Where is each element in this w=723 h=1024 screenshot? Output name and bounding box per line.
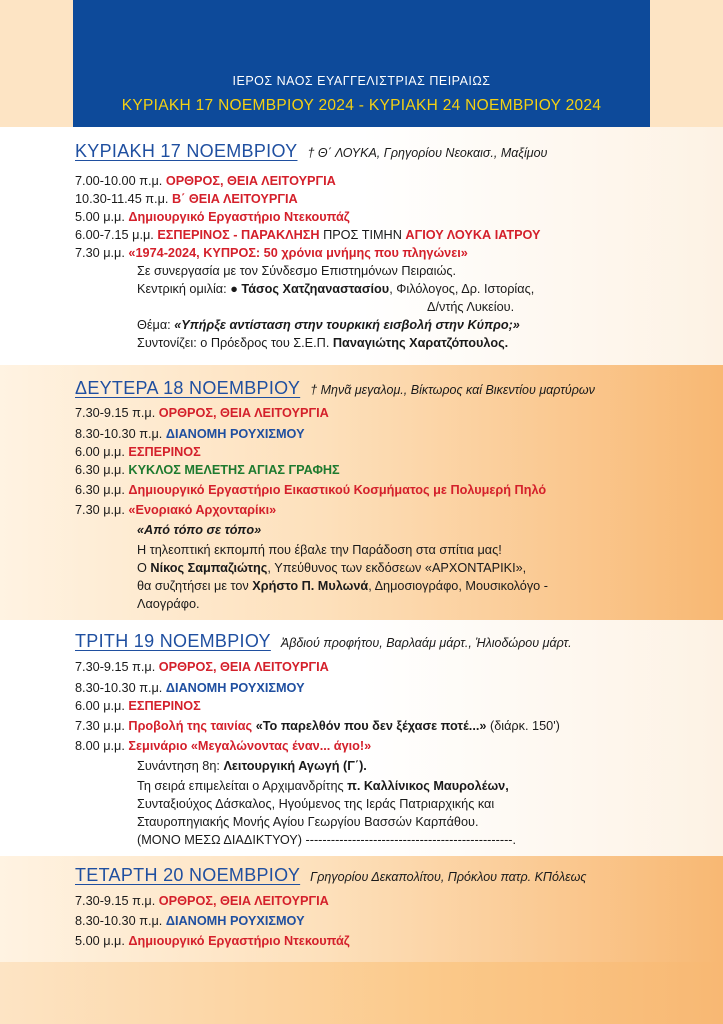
event-note: Τη σειρά επιμελείται ο Αρχιμανδρίτης π. Καλλίνικος Μαυρολέων, bbox=[137, 779, 509, 793]
schedule-row: 8.30-10.30 π.μ. ΔΙΑΝΟΜΗ ΡΟΥΧΙΣΜΟΥ bbox=[75, 681, 305, 695]
day-saints: † Μηνᾶ μεγαλομ., Βίκτωρος καί Βικεντίου μαρτύρων bbox=[310, 383, 595, 397]
day-saints: Ἀβδιού προφήτου, Βαρλαάμ μάρτ., Ἡλιοδώρου μάρτ. bbox=[280, 636, 572, 650]
event-note: Λαογράφο. bbox=[137, 597, 200, 611]
day-title: ΔΕΥΤΕΡΑ 18 ΝΟΕΜΒΡΙΟΥ bbox=[75, 378, 301, 398]
event-note: θα συζητήσει με τον Χρήστο Π. Μυλωνά, Δημοσιογράφο, Μουσικολόγο - bbox=[137, 579, 548, 593]
day-section-monday bbox=[0, 365, 723, 620]
event-note: Συντονίζει: ο Πρόεδρος του Σ.Ε.Π. Παναγιώτης Χαρατζόπουλος. bbox=[137, 336, 509, 350]
schedule-row: 8.00 μ.μ. Σεμινάριο «Μεγαλώνοντας έναν... άγιο!» bbox=[75, 739, 372, 753]
day-saints: † Θ΄ ΛΟΥΚΑ, Γρηγορίου Νεοκαισ., Μαξίμου bbox=[307, 146, 548, 160]
schedule-row: 6.00-7.15 μ.μ. ΕΣΠΕΡΙΝΟΣ - ΠΑΡΑΚΛΗΣΗ ΠΡΟΣ ΤΙΜΗΝ ΑΓΙΟΥ ΛΟΥΚΑ ΙΑΤΡΟΥ bbox=[75, 228, 541, 242]
day-section-tuesday bbox=[0, 620, 723, 856]
schedule-row: 7.30-9.15 π.μ. ΟΡΘΡΟΣ, ΘΕΙΑ ΛΕΙΤΟΥΡΓΙΑ bbox=[75, 894, 329, 908]
event-note: Κεντρική ομιλία: ● Τάσος Χατζηαναστασίου, Φιλόλογος, Δρ. Ιστορίας, bbox=[137, 282, 535, 296]
day-title: ΤΡΙΤΗ 19 ΝΟΕΜΒΡΙΟΥ bbox=[75, 631, 271, 651]
event-note: (ΜΟΝΟ ΜΕΣΩ ΔΙΑΔΙΚΤΥΟΥ) -------------------------------------------------. bbox=[137, 833, 517, 847]
day-header bbox=[75, 141, 547, 162]
schedule-row: 8.30-10.30 π.μ. ΔΙΑΝΟΜΗ ΡΟΥΧΙΣΜΟΥ bbox=[75, 914, 305, 928]
schedule-row: 5.00 μ.μ. Δημιουργικό Εργαστήριο Ντεκουπάζ bbox=[75, 210, 350, 224]
schedule-row: 6.30 μ.μ. ΚΥΚΛΟΣ ΜΕΛΕΤΗΣ ΑΓΙΑΣ ΓΡΑΦΗΣ bbox=[75, 463, 340, 477]
schedule-row: 10.30-11.45 π.μ. Β΄ ΘΕΙΑ ΛΕΙΤΟΥΡΓΙΑ bbox=[75, 192, 298, 206]
day-header bbox=[75, 865, 586, 886]
event-note: Σταυροπηγιακής Μονής Αγίου Γεωργίου Βασσών Καρπάθου. bbox=[137, 815, 479, 829]
schedule-row: 7.30-9.15 π.μ. ΟΡΘΡΟΣ, ΘΕΙΑ ΛΕΙΤΟΥΡΓΙΑ bbox=[75, 660, 329, 674]
event-note: Θέμα: «Υπήρξε αντίσταση στην τουρκική εισβολή στην Κύπρο;» bbox=[137, 318, 520, 332]
schedule-row: 7.00-10.00 π.μ. ΟΡΘΡΟΣ, ΘΕΙΑ ΛΕΙΤΟΥΡΓΙΑ bbox=[75, 174, 336, 188]
schedule-row: 7.30 μ.μ. «1974-2024, ΚΥΠΡΟΣ: 50 χρόνια μνήμης που πληγώνει» bbox=[75, 246, 468, 260]
event-note: Συνάντηση 8η: Λειτουργική Αγωγή (Γ΄). bbox=[137, 759, 367, 773]
day-saints: Γρηγορίου Δεκαπολίτου, Πρόκλου πατρ. ΚΠόλεως bbox=[310, 870, 587, 884]
schedule-row: 5.00 μ.μ. Δημιουργικό Εργαστήριο Ντεκουπάζ bbox=[75, 934, 350, 948]
event-note: Σε συνεργασία με τον Σύνδεσμο Επιστημόνων Πειραιώς. bbox=[137, 264, 456, 278]
schedule-row: 7.30-9.15 π.μ. ΟΡΘΡΟΣ, ΘΕΙΑ ΛΕΙΤΟΥΡΓΙΑ bbox=[75, 406, 329, 420]
day-header bbox=[75, 378, 595, 399]
schedule-row: 8.30-10.30 π.μ. ΔΙΑΝΟΜΗ ΡΟΥΧΙΣΜΟΥ bbox=[75, 427, 305, 441]
day-section-wednesday bbox=[0, 856, 723, 962]
header-banner bbox=[73, 0, 650, 127]
event-note: Δ/ντής Λυκείου. bbox=[427, 300, 515, 314]
event-note: Η τηλεοπτική εκπομπή που έβαλε την Παράδοση στα σπίτια μας! bbox=[137, 543, 502, 557]
church-name: ΙΕΡΟΣ ΝΑΟΣ ΕΥΑΓΓΕΛΙΣΤΡΙΑΣ ΠΕΙΡΑΙΩΣ bbox=[232, 74, 491, 88]
bullet-icon: ● bbox=[230, 282, 238, 296]
day-header bbox=[75, 631, 572, 652]
schedule-row: 6.30 μ.μ. Δημιουργικό Εργαστήριο Εικαστικού Κοσμήματος με Πολυμερή Πηλό bbox=[75, 483, 547, 497]
event-note: Συνταξιούχος Δάσκαλος, Ηγούμενος της Ιεράς Πατριαρχικής και bbox=[137, 797, 495, 811]
schedule-row: 7.30 μ.μ. «Ενοριακό Αρχονταρίκι» bbox=[75, 503, 277, 517]
period-title: ΚΥΡΙΑΚΗ 17 ΝΟΕΜΒΡΙΟΥ 2024 - ΚΥΡΙΑΚΗ 24 ΝΟΕΜΒΡΙΟΥ 2024 bbox=[121, 97, 602, 114]
schedule-row: 6.00 μ.μ. ΕΣΠΕΡΙΝΟΣ bbox=[75, 699, 201, 713]
schedule-row: 7.30 μ.μ. Προβολή της ταινίας «Το παρελθόν που δεν ξέχασε ποτέ...» (διάρκ. 150') bbox=[75, 719, 560, 733]
day-section-sunday bbox=[0, 127, 723, 365]
event-note: Ο Νίκος Σαμπαζιώτης, Υπεύθυνος των εκδόσεων «ΑΡΧΟΝΤΑΡΙΚΙ», bbox=[137, 561, 527, 575]
day-title: ΤΕΤΑΡΤΗ 20 ΝΟΕΜΒΡΙΟΥ bbox=[75, 865, 301, 885]
day-title: ΚΥΡΙΑΚΗ 17 ΝΟΕΜΒΡΙΟΥ bbox=[75, 141, 298, 161]
event-note: «Από τόπο σε τόπο» bbox=[137, 523, 262, 537]
footer-band bbox=[0, 962, 723, 1024]
schedule-row: 6.00 μ.μ. ΕΣΠΕΡΙΝΟΣ bbox=[75, 445, 201, 459]
